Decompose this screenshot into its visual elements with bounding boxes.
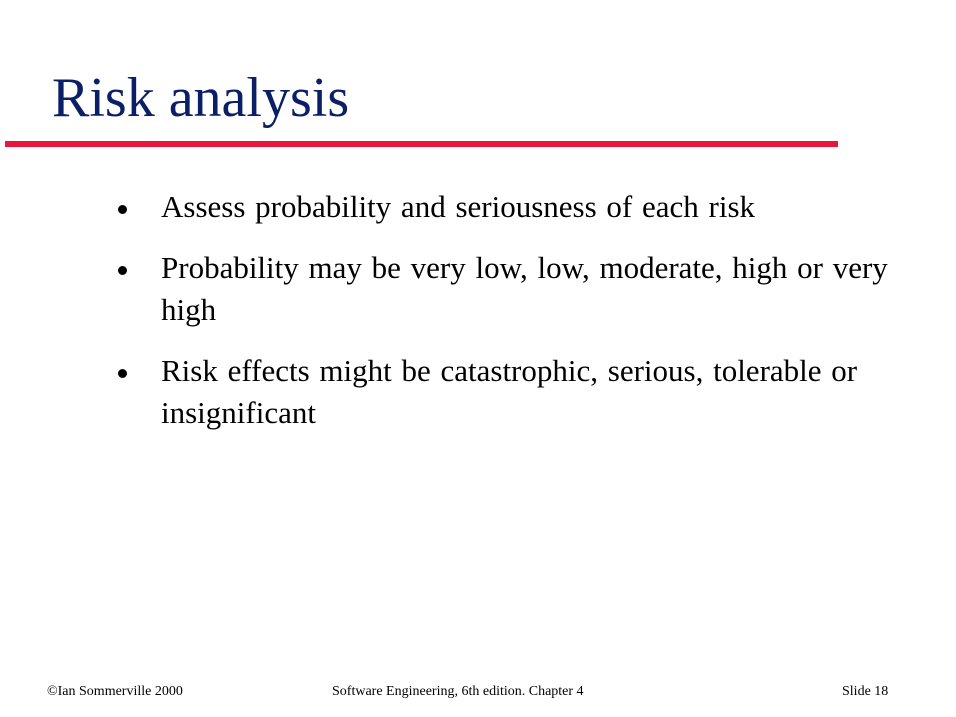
bullet-list [118,186,918,453]
bullet-item [118,247,918,331]
bullet-item [118,350,918,434]
bullet-text: Risk effects might be catastrophic, serious, tolerable or insignificant [161,353,858,430]
bullet-dot-icon [118,266,127,275]
slide-title: Risk analysis [52,67,350,129]
bullet-text: Assess probability and seriousness of each risk [161,189,756,224]
bullet-text: Probability may be very low, low, moderate, high or very high [161,250,888,327]
bullet-item [118,186,918,228]
bullet-dot-icon [118,205,127,214]
footer-book-title: Software Engineering, 6th edition. Chapter 4 [332,684,584,699]
footer-slide-number: Slide 18 [842,684,889,699]
bullet-dot-icon [118,369,127,378]
title-underline [5,141,838,147]
footer-copyright: ©Ian Sommerville 2000 [47,684,183,699]
